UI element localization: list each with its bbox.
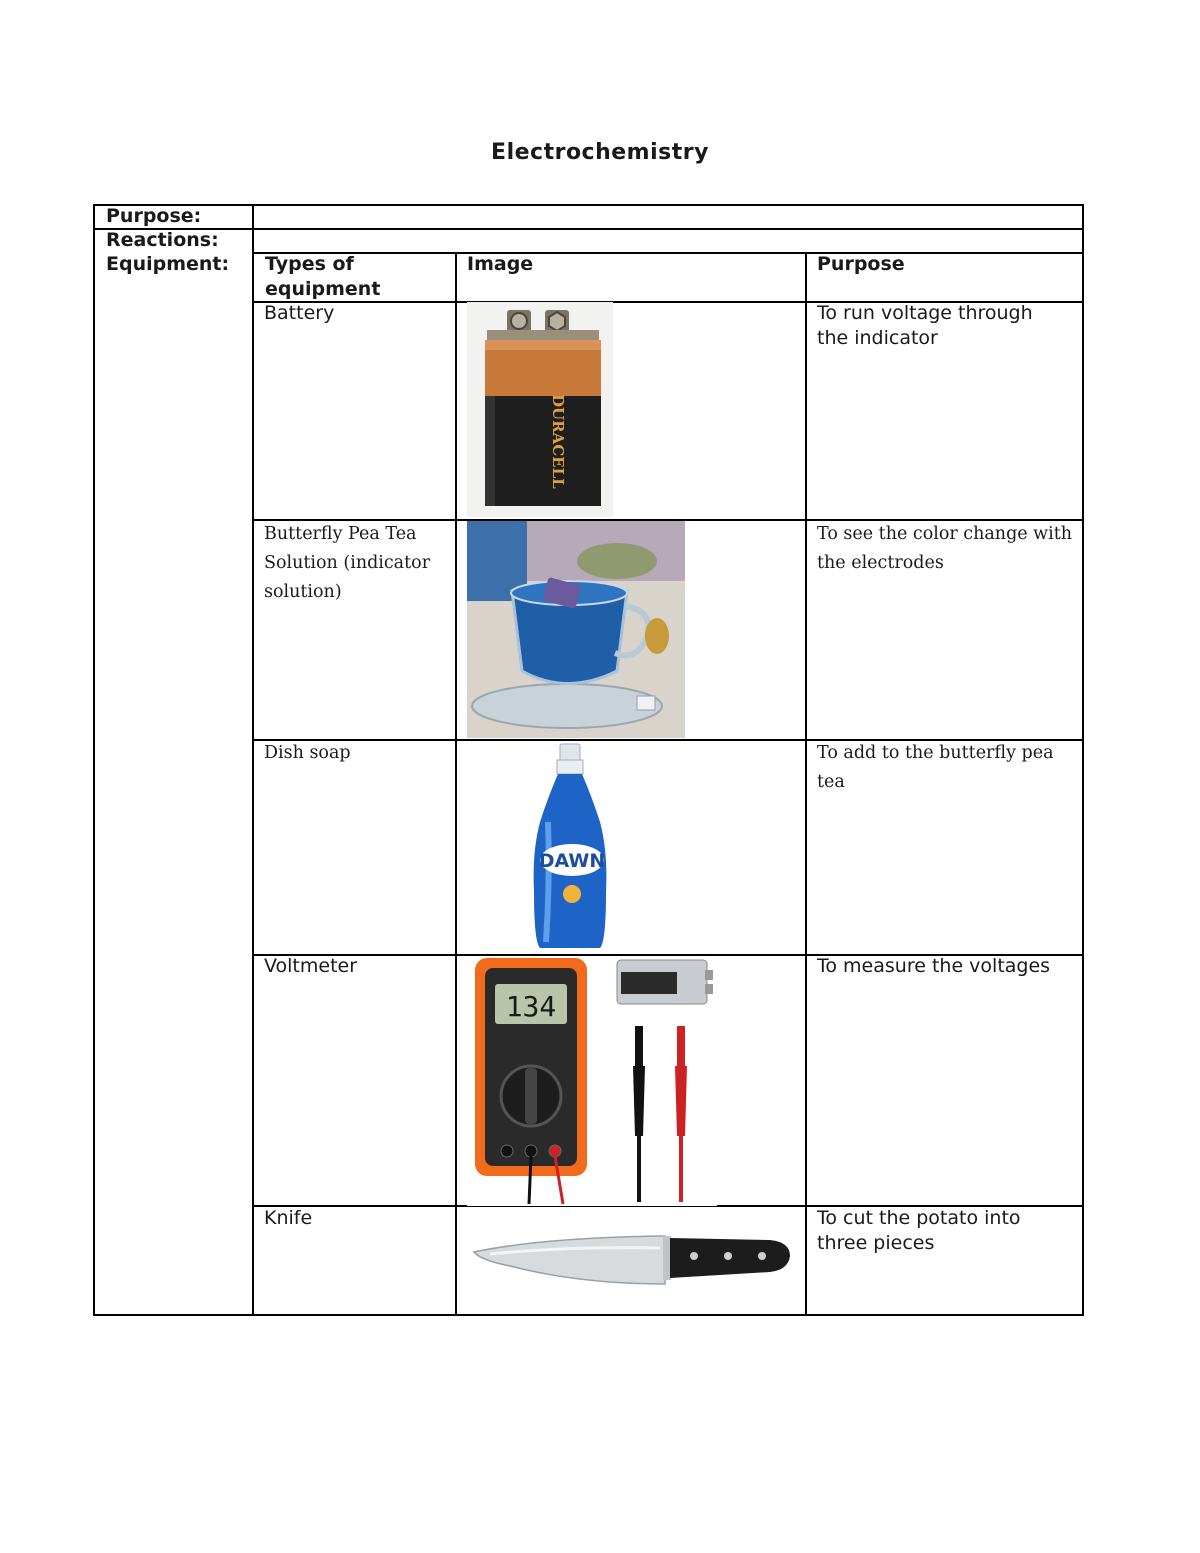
voltmeter-image [467,956,717,1206]
header-purpose: Purpose [817,253,905,275]
document-title: Electrochemistry [491,140,709,165]
table-rule [252,204,254,1316]
equipment-type-voltmeter: Voltmeter [264,955,358,977]
equipment-type-butterfly-pea-tea: Butterfly Pea Tea Solution (indicator solution) [264,524,431,602]
knife-image [470,1226,792,1288]
equipment-purpose-voltmeter: To measure the voltages [817,955,1051,977]
butterfly-pea-tea-image [467,521,685,738]
equipment-type-dish-soap: Dish soap [264,743,351,763]
dish-soap-image [520,742,620,952]
table-rule [805,252,807,1316]
table-border-left [93,204,95,1316]
table-rule [93,228,1084,230]
table-border-top [93,204,1084,206]
dish-soap-brand-text: DAWN [538,850,606,872]
table-border-bottom [93,1314,1084,1316]
table-rule [455,252,457,1316]
table-border-right [1082,204,1084,1316]
equipment-type-battery: Battery [264,302,335,324]
equipment-type-knife: Knife [264,1207,313,1229]
equipment-purpose-butterfly-pea-tea: To see the color change with the electrodes [817,524,1073,573]
equipment-purpose-dish-soap: To add to the butterfly pea tea [817,743,1054,792]
battery-brand-text: DURACELL [549,394,567,489]
equipment-purpose-knife: To cut the potato into three pieces [817,1207,1021,1254]
header-types-of-equipment: Types of equipment [265,253,381,300]
voltmeter-display-text: 134 [505,990,557,1023]
purpose-label: Purpose: [106,205,202,227]
battery-image [467,302,613,517]
equipment-label: Equipment: [106,253,230,275]
reactions-label: Reactions: [106,229,219,251]
header-image: Image [467,253,534,275]
equipment-purpose-battery: To run voltage through the indicator [817,302,1033,349]
